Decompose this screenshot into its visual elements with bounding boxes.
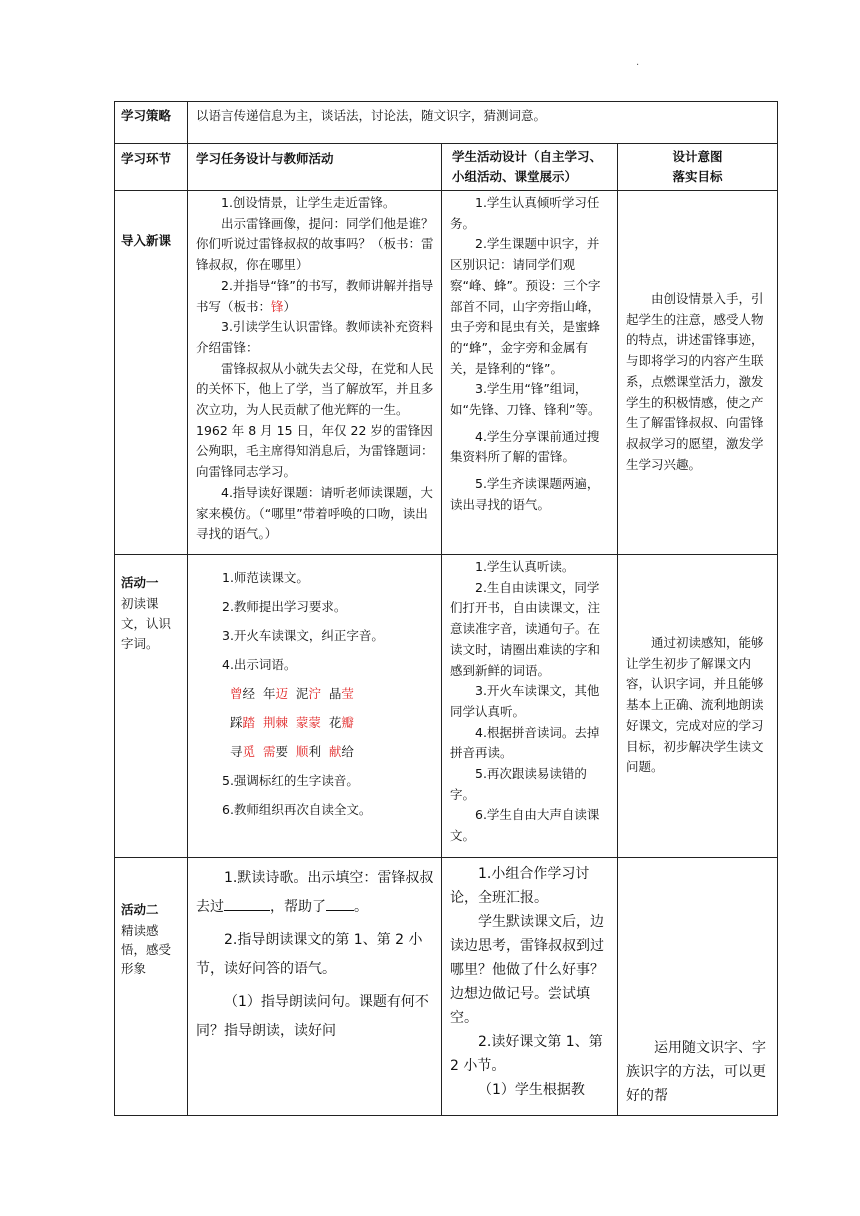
intro-row (115, 191, 778, 555)
intro-intent-cell (618, 191, 778, 555)
intro-teacher-cell (188, 191, 442, 555)
act2-intent: 运用随文识字、字族识字的方法，可以更好的帮 (626, 1040, 766, 1104)
vocab-text: 利 (308, 744, 329, 759)
vocab-text: 踩 (230, 715, 243, 730)
act1-teacher-4: 4.出示词语。 (222, 657, 297, 672)
header-student: 学生活动设计（自主学习、小组活动、课堂展示） (442, 144, 618, 191)
act1-teacher-5: 5.强调标红的生字读音。 (222, 773, 359, 788)
vocab-row (188, 737, 441, 766)
act2-subtitle: 精读感悟，感受形象 (121, 922, 172, 976)
vocab-new-char: 觅 需 (242, 744, 276, 759)
intro-student-cell (442, 191, 618, 555)
act2-row (115, 858, 778, 1116)
act1-row (115, 555, 778, 858)
intro-teacher-6: 4.指导读好课题：请听老师读课题，大家来模仿。（“哪里”带着呼唤的口吻，读出寻找的语气。） (196, 484, 433, 542)
strategy-text: 以语言传递信息为主，谈话法，讨论法，随文识字，猜测词意。 (188, 102, 778, 144)
act1-intent-cell (618, 555, 778, 858)
act1-student-4: 4.根据拼音读词。去掉拼音再读。 (450, 724, 600, 761)
intro-teacher-3: 2.并指导“锋”的书写，教师讲解并指导书写（板书：锋） (196, 277, 434, 314)
intro-intent: 由创设情景入手，引起学生的注意，感受人物的特点，讲述雷锋事迹，与即将学习的内容产生联系，点燃课堂活力，激发学生的积极情感，使之产生了解雷锋叔叔、向雷锋叔叔学习的愿望，激发学生学习兴趣。 (626, 291, 764, 472)
act1-student-5: 5.再次跟读易读错的字。 (450, 766, 587, 802)
strategy-row (115, 102, 778, 144)
vocab-text: 寻 (230, 744, 243, 759)
vocab-new-char: 迈 (275, 686, 288, 701)
act2-intent-cell (618, 858, 778, 1116)
act2-teacher-1: 1.默读诗歌。出示填空：雷锋叔叔去过 ，帮助了 。 (196, 870, 434, 915)
vocab-new-char: 顺 (295, 744, 309, 759)
act1-subtitle: 初读课文，认识字词。 (121, 595, 172, 651)
intro-phase: 导入新课 (115, 191, 188, 555)
fill-blank-1 (224, 896, 270, 911)
vocab-new-char: 瓣 (341, 715, 354, 730)
vocab-new-char: 莹 (341, 686, 354, 701)
act1-teacher-6: 6.教师组织再次自读全文。 (222, 802, 372, 817)
vocab-new-char: 泞 (308, 686, 321, 701)
act1-teacher-3: 3.开火车读课文，纠正字音。 (222, 628, 384, 643)
intro-student-5: 5.学生齐读课题两遍，读出寻找的语气。 (450, 476, 600, 512)
act1-student-cell (442, 555, 618, 858)
intro-student-4: 4.学生分享课前通过搜集资料所了解的雷锋。 (450, 428, 600, 465)
act1-student-3: 3.开火车读课文，其他同学认真听。 (450, 683, 600, 719)
header-row (115, 144, 778, 191)
header-intent-line1: 设计意图 (672, 149, 723, 164)
vocab-text: 花 (320, 715, 342, 730)
vocab-row (188, 708, 441, 737)
act2-phase-cell (115, 858, 188, 1116)
act1-student-1: 1.学生认真听读。 (475, 559, 575, 574)
act2-teacher-cell (188, 858, 442, 1116)
act2-student-cell (442, 858, 618, 1116)
act1-teacher-1: 1.师范读课文。 (222, 570, 309, 585)
vocab-new-char: 曾 (230, 686, 243, 701)
vocab-text: 要 (275, 744, 296, 759)
header-intent (618, 144, 778, 191)
act2-student-1: 1.小组合作学习讨论，全班汇报。 (450, 866, 590, 906)
fill-blank-2 (326, 896, 354, 911)
act1-vocab (188, 679, 441, 766)
act2-teacher-3: （1）指导朗读问句。课题有何不同？指导朗读，读好问 (196, 994, 429, 1039)
intro-teacher-feng: 锋 (271, 298, 284, 314)
act2-student-4: （1）学生根据教 (478, 1082, 585, 1098)
intro-student-2: 2.学生课题中识字，并区别识记：请同学们观察“峰、蜂”。预设：三个字部首不同，山字旁指山峰，虫子旁和昆虫有关，是蜜蜂的“蜂”，金字旁和金属有关，是锋利的“锋”。 (450, 236, 601, 376)
page-dot: · (636, 60, 640, 71)
vocab-text: 晶 (320, 686, 342, 701)
vocab-text: 泥 (287, 686, 309, 701)
vocab-new-char: 踏 荆棘 蒙蒙 (242, 715, 321, 730)
vocab-row (188, 679, 441, 708)
act1-phase-cell (115, 555, 188, 858)
intro-teacher-2: 出示雷锋画像，提问：同学们他是谁？你们听说过雷锋叔叔的故事吗？（板书：雷锋叔叔，你在哪里） (196, 215, 434, 273)
header-phase: 学习环节 (115, 144, 188, 191)
strategy-label: 学习策略 (115, 102, 188, 144)
act1-teacher-cell (188, 555, 442, 858)
lesson-plan-table (114, 101, 778, 1116)
intro-teacher-4: 3.引读学生认识雷锋。教师读补充资料介绍雷锋： (196, 319, 433, 355)
header-intent-line2: 落实目标 (672, 169, 723, 184)
vocab-text: 经 年 (242, 686, 276, 701)
act2-student-3: 2.读好课文第 1、第 2 小节。 (450, 1034, 603, 1074)
intro-teacher-1: 1.创设情景，让学生走近雷锋。 (221, 195, 396, 210)
vocab-text: 给 (341, 744, 354, 759)
header-teacher: 学习任务设计与教师活动 (188, 144, 442, 191)
act1-student-6: 6.学生自由大声自读课文。 (450, 807, 600, 844)
act2-student-2: 学生默读课文后，边读边思考，雷锋叔叔到过哪里？他做了什么好事？边想边做记号。尝试填空。 (450, 914, 604, 1026)
act1-title: 活动一 (121, 575, 159, 590)
vocab-new-char: 献 (328, 744, 342, 759)
intro-teacher-5: 雷锋叔叔从小就失去父母，在党和人民的关怀下，他上了学，当了解放军，并且多次立功，为人民贡献了他光辉的一生。1962 年 8 月 15 日，年仅 22 岁的雷锋因公殉职，毛主席得知消息后，为雷锋题词：向雷锋同志学习。 (196, 360, 434, 480)
intro-student-3: 3.学生用“锋”组词，如“先锋、刀锋、锋利”等。 (450, 381, 601, 418)
act1-intent: 通过初读感知，能够让学生初步了解课文内容，认识字词，并且能够基本上正确、流利地朗读好课文，完成对应的学习目标，初步解决学生读文问题。 (626, 635, 764, 775)
intro-student-1: 1.学生认真倾听学习任务。 (450, 195, 600, 231)
act2-title: 活动二 (121, 902, 159, 917)
act1-student-2: 2.生自由读课文，同学们打开书，自由读课文，注意读准字音，读通句子。在读文时，请圈出难读的字和感到新鲜的词语。 (450, 579, 601, 678)
act2-teacher-2: 2.指导朗读课文的第 1、第 2 小节，读好问答的语气。 (196, 932, 423, 977)
act1-teacher-2: 2.教师提出学习要求。 (222, 599, 347, 614)
